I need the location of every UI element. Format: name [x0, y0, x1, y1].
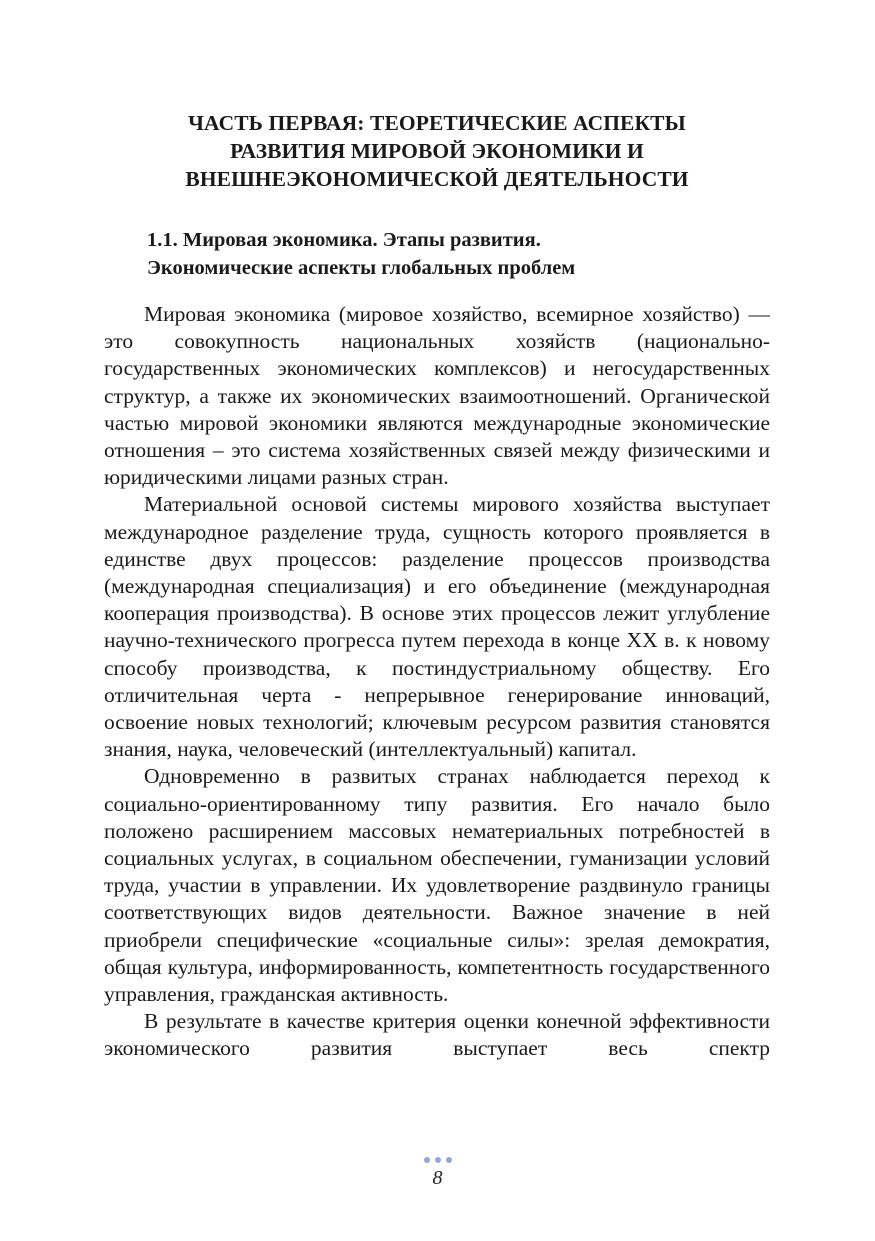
- part-title-line: РАЗВИТИЯ МИРОВОЙ ЭКОНОМИКИ И: [230, 139, 644, 163]
- section-title-line: Экономические аспекты глобальных проблем: [147, 257, 576, 279]
- dot-icon: [424, 1157, 430, 1163]
- page-footer: [0, 1157, 875, 1189]
- section-title-line: 1.1. Мировая экономика. Этапы развития.: [147, 229, 541, 251]
- paragraph: Материальной основой системы мирового хозяйства выступает международное разделение труда, сущность которого проявляется в единстве двух процессов: разделение процессов производства (международная специализация) и его объединение (международная кооперация производства). В основе этих процессов лежит углубление научно-технического прогресса путем перехода в конце XX в. к новому способу производства, к постиндустриальному обществу. Его отличительная черта - непрерывное генерирование инноваций, освоение новых технологий; ключевым ресурсом развития становятся знания, наука, человеческий (интеллектуальный) капитал.: [104, 492, 770, 762]
- part-title-line: ЧАСТЬ ПЕРВАЯ: ТЕОРЕТИЧЕСКИЕ АСПЕКТЫ: [188, 111, 686, 135]
- document-page: [104, 0, 770, 1063]
- footer-dots-ornament: [0, 1157, 875, 1165]
- section-title: [147, 226, 770, 282]
- body-text: [104, 301, 770, 1063]
- paragraph: Одновременно в развитых странах наблюдается переход к социально-ориентированному типу развития. Его начало было положено расширением массовых нематериальных потребностей в социальных услугах, в социальном обеспечении, гуманизации условий труда, участии в управлении. Их удовлетворение раздвинуло границы соответствующих видов деятельности. Важное значение в ней приобрели специфические «социальные силы»: зрелая демократия, общая культура, информированность, компетентность государственного управления, гражданская активность.: [104, 764, 770, 1007]
- part-title: [104, 109, 770, 193]
- paragraph: В результате в качестве критерия оценки конечной эффективности экономического развития выступает весь спектр: [104, 1009, 770, 1061]
- dot-icon: [435, 1157, 441, 1163]
- part-title-line: ВНЕШНЕЭКОНОМИЧЕСКОЙ ДЕЯТЕЛЬНОСТИ: [185, 167, 689, 191]
- dot-icon: [446, 1157, 452, 1163]
- page-number: 8: [432, 1167, 443, 1189]
- paragraph: Мировая экономика (мировое хозяйство, всемирное хозяйство) — это совокупность национальных хозяйств (национально-государственных экономических комплексов) и негосударственных структур, а также их экономических взаимоотношений. Органической частью мировой экономики являются международные экономические отношения – это система хозяйственных связей между физическими и юридическими лицами разных стран.: [104, 302, 770, 490]
